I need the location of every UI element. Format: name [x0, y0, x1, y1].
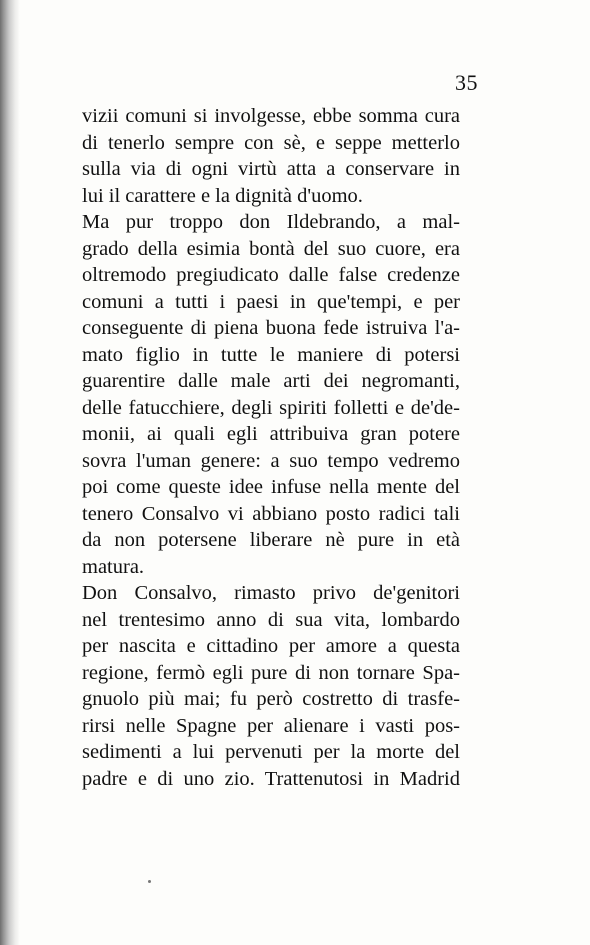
- page-binding-shadow: [0, 0, 20, 945]
- text-line: sedimenti a lui pervenuti per la morte del: [82, 741, 460, 763]
- text-line: oltremodo pregiudicato dalle false credenze: [82, 264, 460, 286]
- body-text: [82, 103, 460, 792]
- text-line: Ma pur troppo don Ildebrando, a mal-: [82, 211, 460, 233]
- paper-speck: [148, 880, 151, 883]
- text-line: da non potersene liberare nè pure in età: [82, 529, 460, 551]
- text-line: Don Consalvo, rimasto privo de'genitori: [82, 582, 460, 604]
- text-line: delle fatucchiere, degli spiriti folletti e de'de-: [82, 396, 460, 419]
- text-line: poi come queste idee infuse nella mente del: [82, 476, 460, 498]
- text-line: rirsi nelle Spagne per alienare i vasti pos-: [82, 714, 460, 737]
- text-line: per nascita e cittadino per amore a questa: [82, 635, 460, 657]
- text-line: sovra l'uman genere: a suo tempo vedremo: [82, 449, 460, 472]
- text-line: matura.: [82, 555, 145, 578]
- text-line: monii, ai quali egli attribuiva gran potere: [82, 423, 460, 445]
- text-line: conseguente di piena buona fede istruiva l'a-: [82, 317, 460, 339]
- text-line: di tenerlo sempre con sè, e seppe metterlo: [82, 131, 460, 154]
- text-line: grado della esimia bontà del suo cuore, era: [82, 237, 460, 260]
- text-line: tenero Consalvo vi abbiano posto radici tali: [82, 502, 460, 525]
- text-line: guarentire dalle male arti dei negromanti,: [82, 370, 460, 392]
- page-number: 35: [455, 70, 478, 95]
- text-line: padre e di uno zio. Trattenutosi in Madrid: [82, 767, 460, 790]
- text-line: nel trentesimo anno di sua vita, lombardo: [82, 608, 460, 631]
- text-line: sulla via di ogni virtù atta a conservare in: [82, 158, 460, 180]
- text-line: comuni a tutti i paesi in que'tempi, e per: [82, 290, 460, 313]
- text-line: gnuolo più mai; fu però costretto di trasfe-: [82, 688, 460, 710]
- text-line: lui il carattere e la dignità d'uomo.: [82, 184, 363, 207]
- text-line: regione, fermò egli pure di non tornare Spa-: [82, 661, 460, 684]
- text-line: vizii comuni si involgesse, ebbe somma cura: [82, 105, 460, 127]
- text-line: mato figlio in tutte le maniere di potersi: [82, 343, 460, 366]
